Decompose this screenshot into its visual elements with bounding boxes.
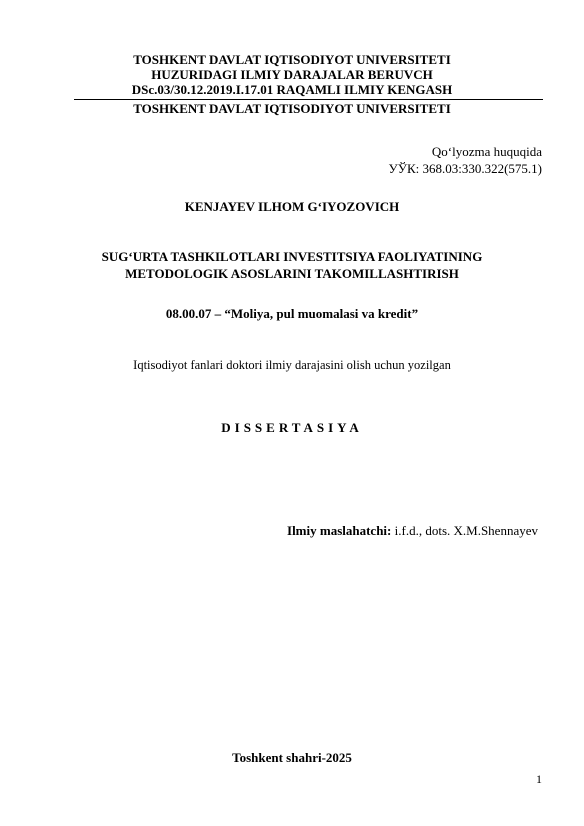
header-line-4: TOSHKENT DAVLAT IQTISODIYOT UNIVERSITETI [133, 101, 451, 116]
advisor-label: Ilmiy maslahatchi: [287, 523, 392, 538]
scientific-advisor [287, 522, 538, 539]
dissertation-title-line-2: METODOLOGIK ASOSLARINI TAKOMILLASHTIRISH [125, 266, 459, 281]
header-line-1: TOSHKENT DAVLAT IQTISODIYOT UNIVERSITETI [133, 52, 451, 67]
place-year: Toshkent shahri-2025 [232, 750, 352, 765]
header-line-3: DSc.03/30.12.2019.I.17.01 RAQAMLI ILMIY KENGASH [131, 82, 453, 97]
manuscript-note [389, 143, 542, 177]
advisor-value: i.f.d., dots. X.M.Shennayev [391, 523, 538, 538]
degree-purpose: Iqtisodiyot fanlari doktori ilmiy darajasini olish uchun yozilgan [133, 358, 451, 372]
dissertation-title-line-1: SUG‘URTA TASHKILOTLARI INVESTITSIYA FAOLIYATINING [101, 249, 483, 264]
header-line-2: HUZURIDAGI ILMIY DARAJALAR BERUVCH [151, 67, 433, 82]
document-type: DISSERTASIYA [221, 420, 363, 435]
author-name: KENJAYEV ILHOM G‘IYOZOVICH [184, 199, 400, 214]
specialty-code: 08.00.07 – “Moliya, pul muomalasi va kredit” [165, 306, 419, 321]
header-divider [74, 99, 543, 100]
page-number: 1 [536, 772, 542, 786]
manuscript-rights: Qo‘lyozma huquqida [431, 144, 542, 159]
udk-code: УЎК: 368.03:330.322(575.1) [388, 161, 542, 176]
